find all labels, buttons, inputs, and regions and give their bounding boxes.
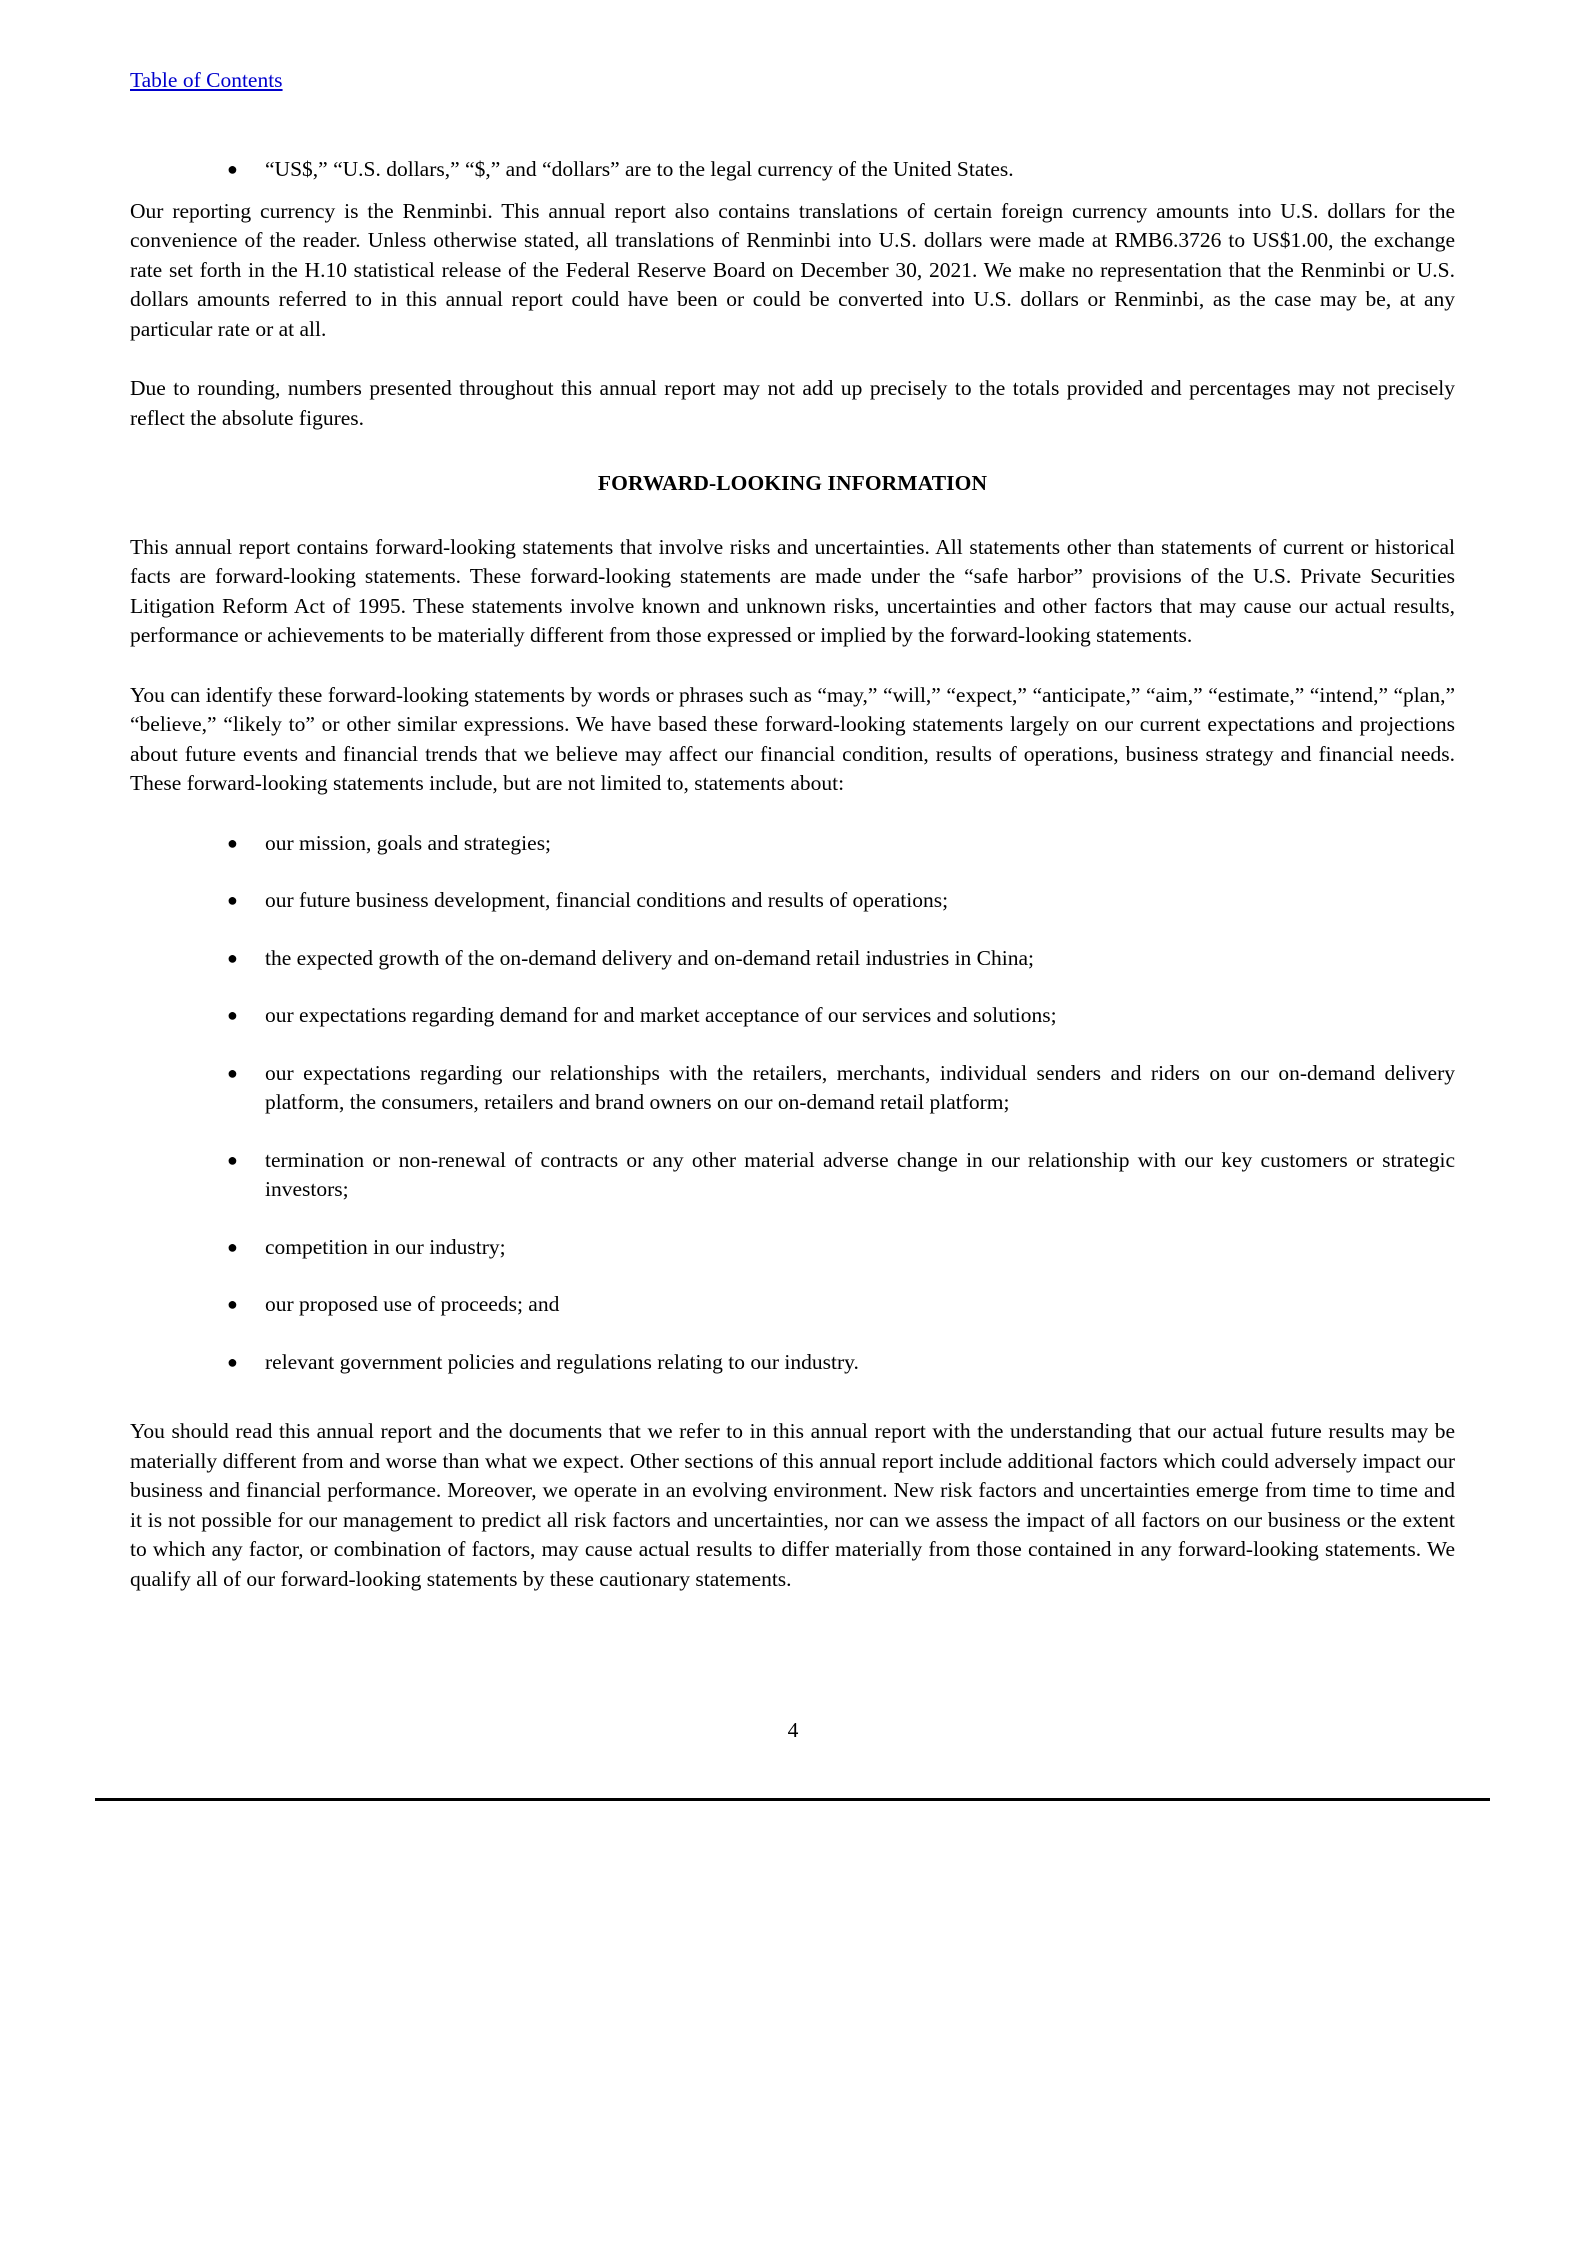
paragraph-forward-looking-intro: This annual report contains forward-looking statements that involve risks and uncertainties. All statements other than statements of current or historical facts are forward-looking statements. These forward-looking statements are made under the “safe harbor” provisions of the U.S. Private Securities Litigation Reform Act of 1995. These statements involve known and unknown risks, uncertainties and other factors that may cause our actual results, performance or achievements to be materially different from those expressed or implied by the forward-looking statements.: [130, 534, 1455, 647]
forward-looking-bullet-list: [130, 829, 1455, 1378]
bullet-dot-icon: ●: [227, 1236, 238, 1257]
table-of-contents-link-wrapper: [130, 68, 283, 94]
list-item-label: our proposed use of proceeds; and: [265, 1292, 560, 1316]
bullet-dot-icon: ●: [227, 159, 238, 179]
paragraph-rounding: Due to rounding, numbers presented throughout this annual report may not add up precisely to the totals provided and percentages may not precisely reflect the absolute figures.: [130, 376, 1455, 430]
list-item: [130, 1348, 1455, 1378]
table-of-contents-link[interactable]: Table of Contents: [130, 68, 283, 92]
list-item: [130, 1059, 1455, 1118]
list-item: [130, 1001, 1455, 1031]
list-item-label: our expectations regarding our relationships with the retailers, merchants, individual senders and riders on our on-demand delivery platform, the consumers, retailers and brand owners on our on-demand retail platform;: [265, 1060, 1455, 1114]
bullet-dot-icon: ●: [227, 1294, 238, 1314]
list-item-label: termination or non-renewal of contracts or any other material adverse change in our relationship with our key customers or strategic investors;: [265, 1147, 1455, 1201]
bullet-dot-icon: ●: [227, 890, 238, 910]
spacer: [130, 1405, 1455, 1417]
list-item: [130, 944, 1455, 974]
list-item-label: our future business development, financial conditions and results of operations;: [265, 888, 949, 912]
intro-bullet-list: [130, 155, 1455, 185]
list-item: [130, 1146, 1455, 1205]
bullet-dot-icon: ●: [227, 947, 238, 968]
paragraph-closing-cautionary: You should read this annual report and the documents that we refer to in this annual report with the understanding that our actual future results may be materially different from and worse than what we expect. Other sections of this annual report include additional factors which could adversely impact our business and financial performance. Moreover, we operate in an evolving environment. New risk factors and uncertainties emerge from time to time and it is not possible for our management to predict all risk factors and uncertainties, nor can we assess the impact of all factors on our business or the extent to which any factor, or combination of factors, may cause actual results to differ materially from those contained in any forward-looking statements. We qualify all of our forward-looking statements by these cautionary statements.: [130, 1419, 1455, 1591]
spacer: [130, 185, 1455, 197]
footer-divider: [95, 1798, 1490, 1801]
list-item-label: the expected growth of the on-demand delivery and on-demand retail industries in China;: [265, 945, 1034, 970]
bullet-dot-icon: ●: [227, 1005, 238, 1025]
page-title: FORWARD-LOOKING INFORMATION: [597, 471, 988, 495]
list-item: [130, 886, 1455, 916]
bullet-dot-icon: ●: [227, 1351, 238, 1372]
list-item: [130, 1233, 1455, 1263]
list-item: [130, 155, 1455, 185]
list-item: [130, 829, 1455, 859]
list-item-label: relevant government policies and regulations relating to our industry.: [265, 1349, 859, 1374]
list-item: [130, 1290, 1455, 1320]
list-item-label: “US$,” “U.S. dollars,” “$,” and “dollars” are to the legal currency of the United States.: [265, 157, 1014, 181]
list-item-label: our expectations regarding demand for and market acceptance of our services and solutions;: [265, 1003, 1057, 1027]
paragraph-identify-statements: You can identify these forward-looking statements by words or phrases such as “may,” “will,” “expect,” “anticipate,” “aim,” “estimate,” “intend,” “plan,” “believe,” “likely to” or other similar expressions. We have based these forward-looking statements largely on our current expectations and projections about future events and financial trends that we believe may affect our financial condition, results of operations, business strategy and financial needs. These forward-looking statements include, but are not limited to, statements about:: [130, 682, 1455, 795]
paragraph-reporting-currency: Our reporting currency is the Renminbi. This annual report also contains translations of certain foreign currency amounts into U.S. dollars for the convenience of the reader. Unless otherwise stated, all translations of Renminbi into U.S. dollars were made at RMB6.3726 to US$1.00, the exchange rate set forth in the H.10 statistical release of the Federal Reserve Board on December 30, 2021. We make no representation that the Renminbi or U.S. dollars amounts referred to in this annual report could have been or could be converted into U.S. dollars or Renminbi, as the case may be, at any particular rate or at all.: [130, 198, 1455, 341]
list-item-label: competition in our industry;: [265, 1234, 506, 1259]
page-number: 4: [787, 1718, 799, 1742]
bullet-dot-icon: ●: [227, 832, 238, 853]
bullet-dot-icon: ●: [227, 1149, 238, 1170]
document-body: [130, 155, 1455, 1624]
bullet-dot-icon: ●: [227, 1062, 238, 1083]
list-item-label: our mission, goals and strategies;: [265, 830, 552, 855]
